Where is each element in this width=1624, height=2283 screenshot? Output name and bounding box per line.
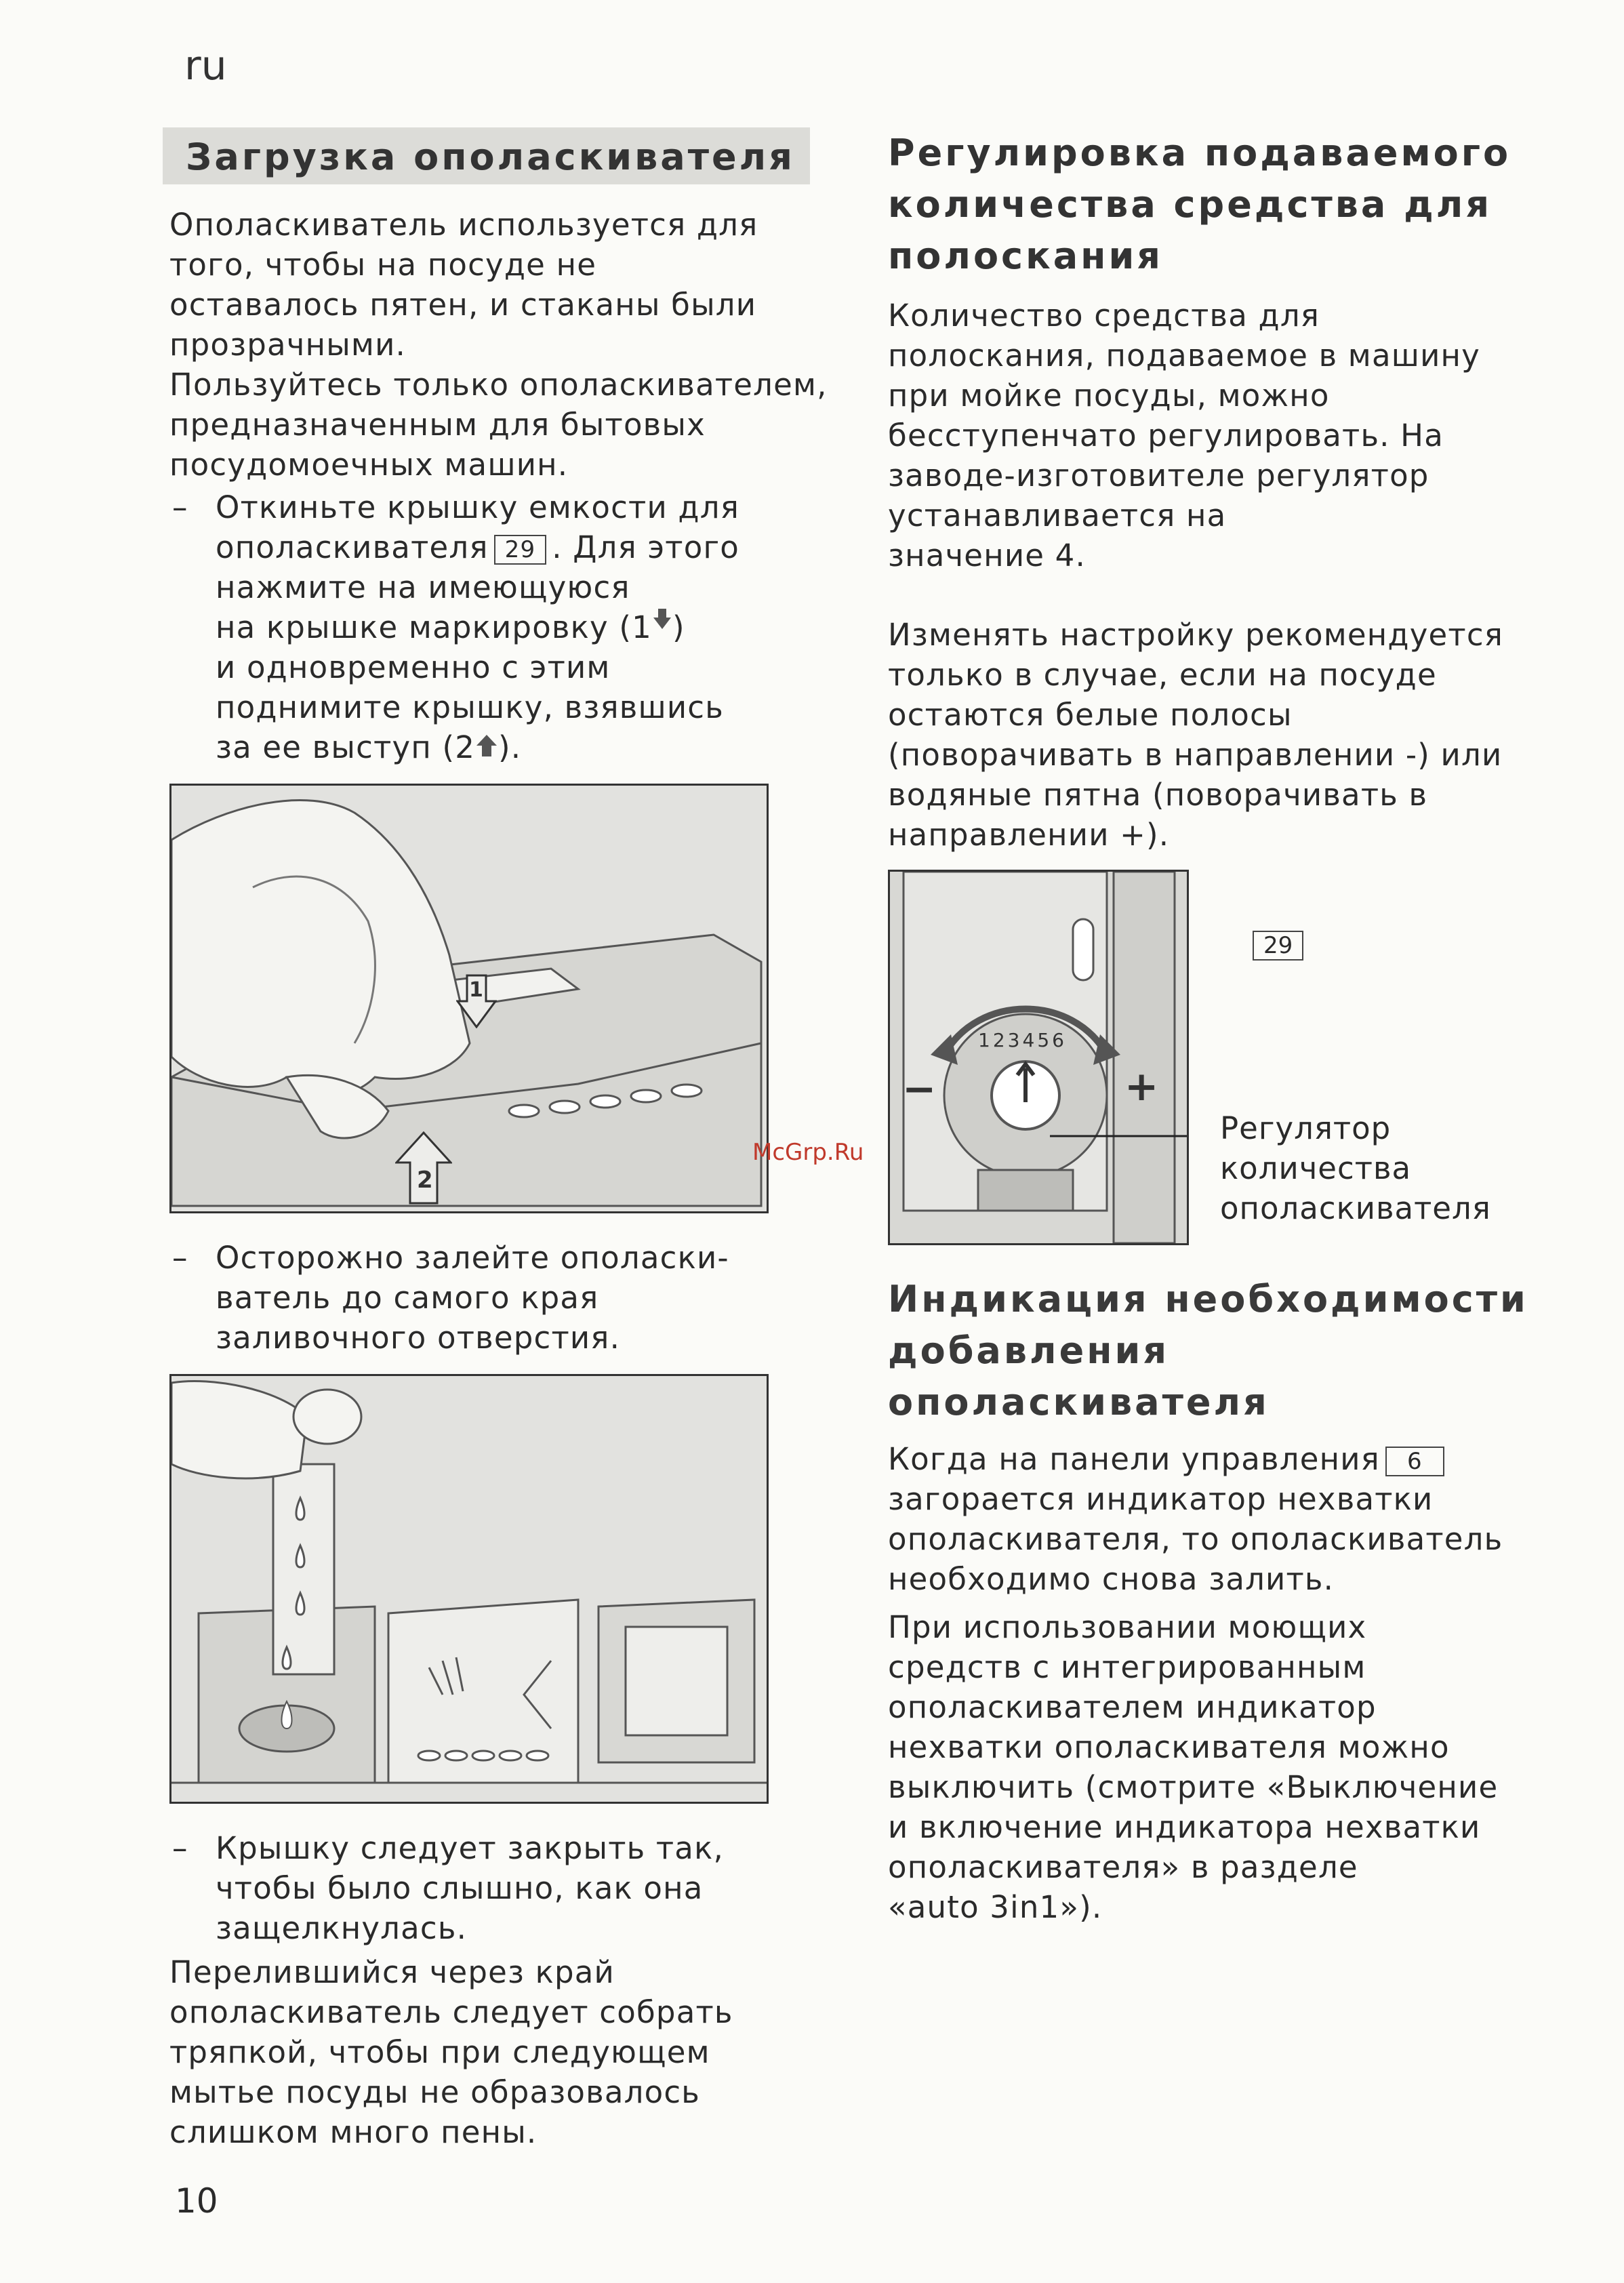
figure-fill-drawing <box>171 1376 767 1802</box>
regulator-drawing <box>890 872 1187 1243</box>
language-code: ru <box>184 42 227 89</box>
left-column <box>169 127 847 2152</box>
ref-box-6: 6 <box>1385 1447 1444 1476</box>
minus-symbol: − <box>902 1066 937 1113</box>
heading-rinse-aid-loading: Загрузка ополаскивателя <box>163 127 810 184</box>
dial-scale <box>978 1029 1067 1051</box>
intro-paragraph-1: Ополаскиватель используется для того, чтобы на посуде не оставалось пятен, и стаканы были прозрачными. <box>169 207 758 363</box>
dial-number-3: 3 <box>1007 1029 1023 1051</box>
regulator-drawing-frame <box>888 870 1189 1245</box>
ref-box-29-figure: 29 <box>1253 931 1303 961</box>
intro-paragraph-2: Пользуйтесь только ополаскивателем, предназначенным для бытовых посудомоечных машин. <box>169 367 828 483</box>
outro-paragraph: Перелившийся через край ополаскиватель следует собрать тряпкой, чтобы при следующем мытье посуды не образовалось слишком много пены. <box>169 1954 733 2150</box>
arrow-marker-1 <box>456 974 497 1028</box>
dosage-paragraph-1: Количество средства для полоскания, подаваемое в машину при мойке посуды, можно бесступенчато регулировать. На заводе-изготовителе регулятор устанавливается на значение 4. <box>888 298 1481 573</box>
step-open-lid-text-c: ) и одновременно с этим поднимите крышку, взявшись за ее выступ (2 <box>216 609 724 765</box>
ref-box-29: 29 <box>494 535 547 565</box>
dial-number-6: 6 <box>1052 1029 1067 1051</box>
figure-dosage-regulator <box>888 870 1539 1249</box>
watermark: McGrp.Ru <box>752 1139 864 1166</box>
step-open-lid-text-d: ). <box>498 729 522 765</box>
step-fill-rinse-aid: – Осторожно залейте ополаски- ватель до самого края заливочного отверстия. <box>169 1238 847 1358</box>
right-column <box>888 127 1539 1927</box>
heading-refill-indicator: Индикация необходимости добавления ополаскивателя <box>888 1278 1528 1423</box>
step-open-lid-text-b: . Для этого нажмите на имеющуюся на крышке маркировку (1 <box>216 529 740 645</box>
dial-number-2: 2 <box>992 1029 1008 1051</box>
step-close-lid: – Крышку следует закрыть так, чтобы было слышно, как она защелкнулась. <box>169 1828 847 1948</box>
indicator-paragraph-2: При использовании моющих средств с интегрированным ополаскивателем индикатор нехватки ополаскивателя можно выключить (смотрите «Выключение и включение индикатора нехватки ополаскивателя» в разделе «auto 3in1»). <box>888 1609 1499 1925</box>
heading-dosage-adjustment: Регулировка подаваемого количества средства для полоскания <box>888 132 1511 277</box>
plus-symbol: + <box>1124 1063 1159 1110</box>
dosage-paragraph-2: Изменять настройку рекомендуется только в случае, если на посуде остаются белые полосы (поворачивать в направлении -) или водяные пятна (поворачивать в направлении +). <box>888 617 1504 853</box>
page-number: 10 <box>175 2181 218 2221</box>
indicator-paragraph-1-text-b: загорается индикатор нехватки ополаскивателя, то ополаскиватель необходимо снова залить. <box>888 1481 1503 1597</box>
dial-number-1: 1 <box>978 1029 993 1051</box>
dial-number-5: 5 <box>1037 1029 1053 1051</box>
indicator-paragraph-1-text-a: Когда на панели управления <box>888 1441 1380 1477</box>
figure-fill-rinse-aid <box>169 1374 769 1804</box>
arrow-marker-2-label: 2 <box>417 1167 433 1194</box>
dial-number-4: 4 <box>1022 1029 1038 1051</box>
arrow-down-icon <box>652 609 672 645</box>
indicator-paragraph-1 <box>888 1439 1539 1599</box>
figure-open-dispenser-lid <box>169 784 769 1213</box>
arrow-marker-2 <box>395 1131 452 1206</box>
step-open-lid-text-a: Откиньте крышку емкости для ополаскивателя <box>216 489 739 565</box>
arrow-up-icon <box>475 729 498 765</box>
step-open-lid <box>169 487 847 767</box>
arrow-marker-1-label: 1 <box>469 978 483 1002</box>
regulator-caption: Регулятор количества ополаскивателя <box>1220 1110 1491 1226</box>
